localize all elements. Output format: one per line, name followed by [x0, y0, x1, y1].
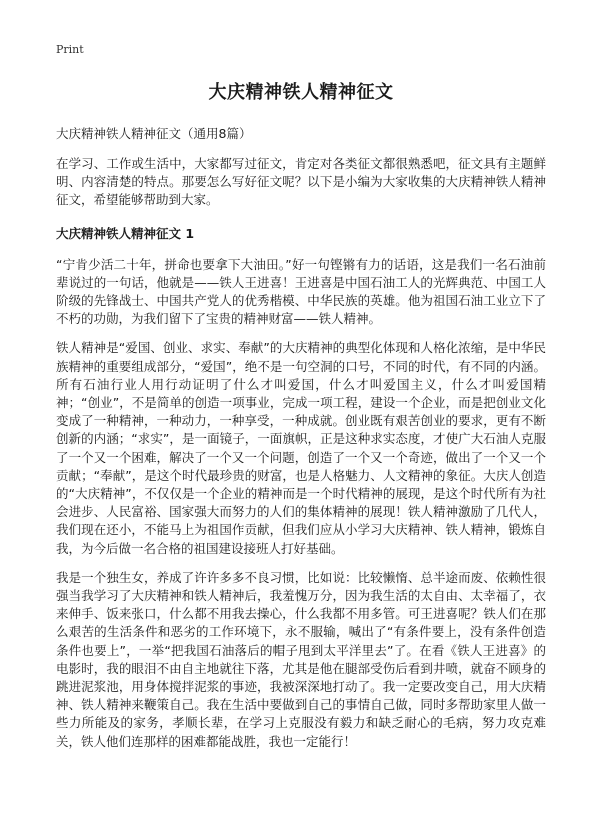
body-paragraph: 我是一个独生女，养成了许许多多不良习惯，比如说：比较懒惰、总半途而废、依赖性很强当我学习了大庆精神和铁人精神后，我羞愧万分，因为我生活的太自由、太幸福了，衣来伸手、饭来张口，什么都不用我去操心，什么我都不用多管。可王进喜呢？铁人们在那么艰苦的生活条件和恶劣的工作环境下，永不服输，喊出了“有条件要上，没有条件创造条件也要上”，一举“把我国石油落后的帽子甩到太平洋里去”了。在看《铁人王进喜》的电影时，我的眼泪不由自主地就往下落，尤其是他在腿部受伤后看到井喷，就奋不顾身的跳进泥浆池，用身体搅拌泥浆的事迹，我被深深地打动了。我一定要改变自己，用大庆精神、铁人精神来鞭策自己。我在生活中要做到自己的事情自己做，同时多帮助家里人做一些力所能及的家务，孝顺长辈，在学习上克服没有毅力和缺乏耐心的毛病，努力攻克难关，铁人他们连那样的困难都能战胜，我也一定能行！ [56, 569, 546, 749]
print-link[interactable]: Print [56, 43, 84, 56]
page-title: 大庆精神铁人精神征文 [208, 82, 394, 103]
document-page [56, 38, 546, 762]
section-heading: 大庆精神铁人精神征文 1 [56, 225, 195, 241]
document-subtitle: 大庆精神铁人精神征文（通用8篇） [56, 126, 252, 141]
intro-paragraph: 在学习、工作或生活中，大家都写过征文，肯定对各类征文都很熟悉吧，征文具有主题鲜明、内容清楚的特点。那要怎么写好征文呢？以下是小编为大家收集的大庆精神铁人精神征文，希望能够帮助到大家。 [56, 156, 546, 208]
body-paragraph: 铁人精神是“爱国、创业、求实、奉献”的大庆精神的典型化体现和人格化浓缩，是中华民族精神的重要组成部分，“爱国”，绝不是一句空洞的口号，不同的时代，有不同的内涵。所有石油行业人用行动证明了什么才叫爱国，什么才叫爱国主义，什么才叫爱国精神；“创业”，不是简单的创造一项事业，完成一项工程，建设一个企业，而是把创业文化变成了一种精神，一种动力，一种享受，一种成就。创业既有艰苦创业的要求，更有不断创新的内涵；“求实”，是一面镜子，一面旗帜，正是这种求实态度，才使广大石油人克服了一个又一个困难，解决了一个又一个问题，创造了一个又一个奇迹，做出了一个又一个贡献；“奉献”，是这个时代最珍贵的财富，也是人格魅力、人文精神的象征。大庆人创造的“大庆精神”，不仅仅是一个企业的精神而是一个时代精神的展现，是这个时代所有为社会进步、人民富裕、国家强大而努力的人们的集体精神的展现！铁人精神激励了几代人，我们现在还小，不能马上为祖国作贡献，但我们应从小学习大庆精神、铁人精神，锻炼自我，为今后做一名合格的祖国建设接班人打好基础。 [56, 340, 546, 556]
body-paragraph: “宁肯少活二十年，拼命也要拿下大油田。”好一句铿锵有力的话语，这是我们一名石油前辈说过的一句话，他就是——铁人王进喜！王进喜是中国石油工人的光辉典范、中国工人阶级的先锋战士、中国共产党人的优秀楷模、中华民族的英雄。他为祖国石油工业立下了不朽的功勋，为我们留下了宝贵的精神财富——铁人精神。 [56, 256, 546, 327]
